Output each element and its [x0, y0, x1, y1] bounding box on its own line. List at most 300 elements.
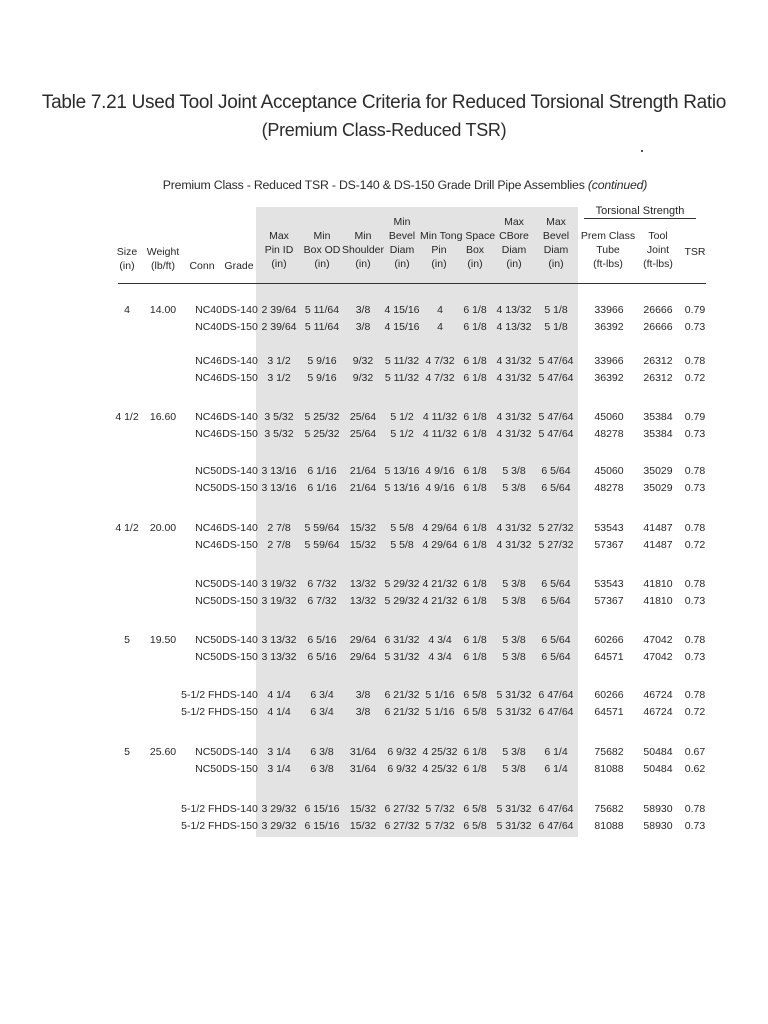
cell-grade: DS-150 — [222, 372, 258, 384]
cell-c8: 6 47/64 — [538, 820, 574, 832]
hdr-grade-label: Grade — [224, 260, 254, 272]
cell-conn: 5-1/2 FH — [181, 803, 222, 815]
cell-conn: NC50 — [195, 595, 222, 607]
cell-c5: 5 7/32 — [425, 803, 455, 815]
cell-grade: DS-150 — [222, 651, 258, 663]
cell-c3: 29/64 — [349, 634, 377, 646]
cell-c11: 0.73 — [684, 820, 706, 832]
cell-c6: 6 5/8 — [463, 820, 487, 832]
cell-c10: 58930 — [643, 820, 673, 832]
cell-grade: DS-150 — [222, 482, 258, 494]
cell-c2: 6 3/8 — [310, 763, 334, 775]
cell-c2: 6 5/16 — [307, 651, 337, 663]
hdr-box-od-1: Min — [313, 230, 331, 242]
cell-c8: 6 47/64 — [538, 706, 574, 718]
cell-c10: 41487 — [643, 539, 673, 551]
cell-c8: 6 5/64 — [541, 578, 571, 590]
col-header-tong-box — [460, 243, 490, 271]
hdr-box-od-3: (in) — [314, 258, 330, 270]
cell-c5: 5 7/32 — [425, 820, 455, 832]
cell-c11: 0.79 — [684, 304, 706, 316]
cell-c6: 6 1/8 — [463, 482, 487, 494]
cell-c10: 41487 — [643, 522, 673, 534]
cell-c11: 0.72 — [684, 706, 706, 718]
cell-grade: DS-140 — [222, 411, 258, 423]
cell-c8: 6 5/64 — [541, 482, 571, 494]
cell-c1: 3 1/4 — [267, 746, 291, 758]
cell-c2: 6 3/8 — [310, 746, 334, 758]
cell-c3: 15/32 — [349, 522, 377, 534]
cell-c1: 3 13/32 — [261, 651, 297, 663]
cell-size: 4 1/2 — [115, 411, 139, 423]
cell-c7: 4 31/32 — [496, 355, 532, 367]
cell-grade: DS-150 — [222, 763, 258, 775]
cell-c4: 4 15/16 — [384, 304, 420, 316]
cell-c8: 5 1/8 — [544, 304, 568, 316]
cell-conn: NC50 — [195, 763, 222, 775]
cell-c9: 60266 — [594, 689, 624, 701]
cell-conn: NC50 — [195, 465, 222, 477]
cell-c4: 5 13/16 — [384, 482, 420, 494]
cell-c5: 4 21/32 — [422, 595, 458, 607]
cell-conn: NC46 — [195, 428, 222, 440]
cell-c10: 47042 — [643, 634, 673, 646]
cell-c9: 81088 — [594, 820, 624, 832]
hdr-cbore-2: CBore — [499, 230, 529, 242]
cell-c5: 4 25/32 — [422, 763, 458, 775]
cell-grade: DS-150 — [222, 539, 258, 551]
cell-c10: 46724 — [643, 706, 673, 718]
hdr-tong-space: Min Tong Space — [420, 230, 496, 242]
cell-c10: 35029 — [643, 465, 673, 477]
cell-c4: 6 27/32 — [384, 820, 420, 832]
cell-c1: 3 1/2 — [267, 355, 291, 367]
cell-c8: 6 1/4 — [544, 763, 568, 775]
cell-c9: 81088 — [594, 763, 624, 775]
cell-c1: 3 13/16 — [261, 482, 297, 494]
hdr-tong-pin-1: Pin — [431, 244, 447, 256]
cell-c1: 3 1/4 — [267, 763, 291, 775]
cell-c6: 6 1/8 — [463, 651, 487, 663]
cell-c1: 3 13/32 — [261, 634, 297, 646]
hdr-tong-pin-2: (in) — [431, 258, 447, 270]
cell-c9: 57367 — [594, 539, 624, 551]
hdr-weight-unit: (lb/ft) — [151, 260, 175, 272]
cell-grade: DS-140 — [222, 465, 258, 477]
col-header-size — [112, 245, 142, 273]
cell-c8: 6 5/64 — [541, 465, 571, 477]
table-subtitle-class: (Premium Class-Reduced TSR) — [261, 120, 507, 140]
col-header-tool-joint — [638, 229, 678, 271]
cell-c8: 5 47/64 — [538, 428, 574, 440]
cell-c10: 41810 — [643, 578, 673, 590]
cell-grade: DS-140 — [222, 304, 258, 316]
cell-c1: 3 29/32 — [261, 820, 297, 832]
hdr-box-od-2: Box OD — [303, 244, 341, 256]
cell-conn: NC50 — [195, 578, 222, 590]
cell-c5: 4 7/32 — [425, 355, 455, 367]
cell-c7: 5 31/32 — [496, 689, 532, 701]
cell-c11: 0.73 — [684, 428, 706, 440]
cell-c2: 5 11/64 — [304, 304, 340, 316]
cell-c5: 4 9/16 — [425, 465, 455, 477]
col-header-max-pin-id — [258, 229, 300, 271]
cell-c8: 6 47/64 — [538, 689, 574, 701]
hdr-maxbevel-2: Bevel — [542, 230, 570, 242]
cell-c11: 0.72 — [684, 539, 706, 551]
cell-c11: 0.62 — [684, 763, 706, 775]
cell-c4: 5 29/32 — [384, 595, 420, 607]
cell-c2: 6 1/16 — [307, 482, 337, 494]
hdr-bevel-2: Bevel — [388, 230, 416, 242]
cell-c6: 6 1/8 — [463, 522, 487, 534]
cell-grade: DS-140 — [222, 522, 258, 534]
cell-c4: 6 31/32 — [384, 634, 420, 646]
cell-c5: 4 29/64 — [422, 539, 458, 551]
cell-c4: 5 1/2 — [390, 428, 414, 440]
col-header-prem-class-tube — [580, 229, 636, 271]
cell-c9: 64571 — [594, 651, 624, 663]
cell-grade: DS-140 — [222, 634, 258, 646]
cell-c1: 2 39/64 — [261, 321, 297, 333]
hdr-tool-2: Joint — [646, 244, 670, 256]
cell-c3: 25/64 — [349, 428, 377, 440]
cell-c9: 36392 — [594, 372, 624, 384]
hdr-bevel-3: Diam — [389, 244, 415, 256]
cell-c9: 53543 — [594, 522, 624, 534]
cell-c7: 5 31/32 — [496, 706, 532, 718]
hdr-cbore-4: (in) — [506, 258, 522, 270]
cell-c8: 6 1/4 — [544, 746, 568, 758]
cell-conn: NC46 — [195, 411, 222, 423]
cell-c9: 60266 — [594, 634, 624, 646]
cell-c5: 4 11/32 — [422, 411, 458, 423]
cell-c10: 35384 — [643, 428, 673, 440]
cell-c9: 48278 — [594, 428, 624, 440]
cell-c10: 35029 — [643, 482, 673, 494]
cell-grade: DS-150 — [222, 595, 258, 607]
hdr-shoulder-3: (in) — [355, 258, 371, 270]
cell-c3: 13/32 — [349, 578, 377, 590]
cell-c4: 5 13/16 — [384, 465, 420, 477]
cell-c3: 9/32 — [352, 372, 374, 384]
cell-c11: 0.78 — [684, 578, 706, 590]
cell-c9: 64571 — [594, 706, 624, 718]
cell-c8: 5 27/32 — [538, 522, 574, 534]
cell-c3: 21/64 — [349, 465, 377, 477]
cell-c9: 45060 — [594, 411, 624, 423]
cell-c8: 5 47/64 — [538, 411, 574, 423]
cell-weight: 20.00 — [149, 522, 177, 534]
cell-c5: 5 1/16 — [425, 706, 455, 718]
hdr-bevel-4: (in) — [394, 258, 410, 270]
cell-c1: 2 7/8 — [267, 522, 291, 534]
hdr-prem-2: Tube — [596, 244, 620, 256]
col-header-min-box-od — [300, 229, 344, 271]
cell-c3: 13/32 — [349, 595, 377, 607]
cell-c4: 5 29/32 — [384, 578, 420, 590]
hdr-conn-label: Conn — [189, 260, 215, 272]
cell-conn: NC50 — [195, 651, 222, 663]
cell-c4: 5 11/32 — [384, 355, 420, 367]
cell-conn: NC50 — [195, 634, 222, 646]
cell-c1: 4 1/4 — [267, 706, 291, 718]
cell-weight: 25.60 — [149, 746, 177, 758]
cell-c2: 6 15/16 — [304, 820, 340, 832]
cell-conn: NC46 — [195, 372, 222, 384]
col-header-max-bevel-diam — [536, 215, 576, 271]
cell-c7: 5 3/8 — [502, 763, 526, 775]
col-header-weight — [143, 245, 183, 273]
cell-c1: 4 1/4 — [267, 689, 291, 701]
cell-c11: 0.79 — [684, 411, 706, 423]
cell-c11: 0.73 — [684, 595, 706, 607]
cell-c7: 4 31/32 — [496, 372, 532, 384]
cell-size: 4 — [124, 304, 130, 316]
cell-c11: 0.73 — [684, 482, 706, 494]
cell-c8: 5 1/8 — [544, 321, 568, 333]
cell-c3: 21/64 — [349, 482, 377, 494]
cell-c7: 5 3/8 — [502, 746, 526, 758]
cell-c1: 3 5/32 — [264, 411, 294, 423]
cell-c10: 50484 — [643, 763, 673, 775]
cell-grade: DS-140 — [222, 689, 258, 701]
cell-c7: 5 3/8 — [502, 482, 526, 494]
cell-c8: 6 5/64 — [541, 651, 571, 663]
hdr-size-unit: (in) — [119, 260, 135, 272]
cell-c2: 5 25/32 — [304, 428, 340, 440]
cell-c7: 5 3/8 — [502, 578, 526, 590]
header-rule — [118, 283, 706, 284]
scan-speck — [641, 150, 643, 152]
cell-c9: 75682 — [594, 803, 624, 815]
cell-c11: 0.72 — [684, 372, 706, 384]
cell-grade: DS-150 — [222, 706, 258, 718]
cell-c9: 57367 — [594, 595, 624, 607]
cell-c10: 58930 — [643, 803, 673, 815]
cell-c3: 29/64 — [349, 651, 377, 663]
cell-c7: 5 31/32 — [496, 820, 532, 832]
cell-c3: 15/32 — [349, 820, 377, 832]
cell-c6: 6 5/8 — [463, 706, 487, 718]
cell-c4: 6 27/32 — [384, 803, 420, 815]
cell-conn: NC40 — [195, 304, 222, 316]
cell-c6: 6 1/8 — [463, 355, 487, 367]
cell-c8: 5 27/32 — [538, 539, 574, 551]
hdr-bevel-1: Min — [393, 216, 411, 228]
hdr-prem-3: (ft-lbs) — [593, 258, 623, 270]
cell-c3: 15/32 — [349, 803, 377, 815]
cell-c7: 5 3/8 — [502, 634, 526, 646]
cell-c10: 26666 — [643, 304, 673, 316]
cell-c7: 4 31/32 — [496, 539, 532, 551]
hdr-maxbevel-1: Max — [546, 216, 566, 228]
cell-c6: 6 1/8 — [463, 372, 487, 384]
cell-c9: 53543 — [594, 578, 624, 590]
cell-conn: 5-1/2 FH — [181, 706, 222, 718]
cell-c9: 33966 — [594, 304, 624, 316]
cell-c4: 5 1/2 — [390, 411, 414, 423]
cell-c6: 6 1/8 — [463, 539, 487, 551]
col-header-tong-space — [420, 229, 494, 243]
hdr-shoulder-1: Min — [354, 230, 372, 242]
cell-weight: 14.00 — [149, 304, 177, 316]
table-title: Table 7.21 Used Tool Joint Acceptance Criteria for Reduced Torsional Strength Ratio — [41, 92, 727, 113]
cell-c9: 48278 — [594, 482, 624, 494]
cell-size: 5 — [124, 634, 130, 646]
cell-c5: 4 — [437, 321, 443, 333]
cell-grade: DS-150 — [222, 428, 258, 440]
cell-c1: 3 29/32 — [261, 803, 297, 815]
cell-weight: 19.50 — [149, 634, 177, 646]
cell-size: 4 1/2 — [115, 522, 139, 534]
cell-grade: DS-140 — [222, 578, 258, 590]
hdr-size-label: Size — [116, 246, 138, 258]
cell-grade: DS-140 — [222, 746, 258, 758]
cell-c1: 2 7/8 — [267, 539, 291, 551]
cell-c5: 5 1/16 — [425, 689, 455, 701]
cell-c11: 0.78 — [684, 465, 706, 477]
hdr-tsr-label: TSR — [684, 246, 706, 258]
cell-c7: 4 31/32 — [496, 411, 532, 423]
col-header-max-cbore-diam — [494, 215, 534, 271]
cell-c4: 5 31/32 — [384, 651, 420, 663]
cell-c6: 6 1/8 — [463, 304, 487, 316]
cell-c8: 5 47/64 — [538, 372, 574, 384]
cell-c1: 3 5/32 — [264, 428, 294, 440]
hdr-max-pin-1: Max — [269, 230, 289, 242]
cell-conn: NC46 — [195, 522, 222, 534]
cell-c5: 4 9/16 — [425, 482, 455, 494]
col-header-tsr — [680, 245, 710, 259]
cell-c3: 15/32 — [349, 539, 377, 551]
torsional-strength-group-header: Torsional Strength — [584, 205, 696, 219]
col-header-tong-pin — [424, 243, 454, 271]
cell-c7: 5 31/32 — [496, 803, 532, 815]
cell-c2: 5 9/16 — [307, 372, 337, 384]
cell-c10: 50484 — [643, 746, 673, 758]
cell-c11: 0.78 — [684, 803, 706, 815]
cell-c6: 6 5/8 — [463, 689, 487, 701]
cell-c10: 26666 — [643, 321, 673, 333]
cell-c5: 4 3/4 — [428, 651, 452, 663]
hdr-max-pin-2: Pin ID — [264, 244, 294, 256]
cell-c4: 5 5/8 — [390, 539, 414, 551]
cell-c2: 6 3/4 — [310, 706, 334, 718]
caption-main: Premium Class - Reduced TSR - DS-140 & DS-150 Grade Drill Pipe Assemblies — [162, 178, 588, 192]
cell-c1: 3 19/32 — [261, 595, 297, 607]
cell-c2: 6 5/16 — [307, 634, 337, 646]
cell-c3: 3/8 — [355, 689, 371, 701]
cell-c5: 4 7/32 — [425, 372, 455, 384]
hdr-maxbevel-3: Diam — [543, 244, 569, 256]
cell-c10: 26312 — [643, 372, 673, 384]
cell-c2: 6 1/16 — [307, 465, 337, 477]
cell-c2: 6 3/4 — [310, 689, 334, 701]
cell-c9: 33966 — [594, 355, 624, 367]
hdr-tong-box-2: (in) — [467, 258, 483, 270]
cell-c6: 6 1/8 — [463, 763, 487, 775]
cell-c10: 41810 — [643, 595, 673, 607]
cell-c5: 4 25/32 — [422, 746, 458, 758]
cell-c3: 31/64 — [349, 763, 377, 775]
cell-c4: 6 21/32 — [384, 689, 420, 701]
hdr-max-pin-3: (in) — [271, 258, 287, 270]
cell-c10: 26312 — [643, 355, 673, 367]
cell-c11: 0.78 — [684, 355, 706, 367]
hdr-shoulder-2: Shoulder — [341, 244, 385, 256]
hdr-cbore-3: Diam — [501, 244, 527, 256]
cell-c3: 3/8 — [355, 706, 371, 718]
cell-grade: DS-150 — [222, 321, 258, 333]
cell-c4: 4 15/16 — [384, 321, 420, 333]
cell-c1: 3 1/2 — [267, 372, 291, 384]
cell-c6: 6 1/8 — [463, 578, 487, 590]
cell-c1: 3 13/16 — [261, 465, 297, 477]
cell-c1: 2 39/64 — [261, 304, 297, 316]
cell-c11: 0.78 — [684, 522, 706, 534]
cell-c4: 5 5/8 — [390, 522, 414, 534]
cell-c11: 0.78 — [684, 634, 706, 646]
hdr-cbore-1: Max — [504, 216, 524, 228]
cell-conn: NC50 — [195, 482, 222, 494]
cell-c8: 6 5/64 — [541, 595, 571, 607]
cell-c8: 6 47/64 — [538, 803, 574, 815]
cell-conn: 5-1/2 FH — [181, 820, 222, 832]
cell-conn: NC50 — [195, 746, 222, 758]
cell-c5: 4 3/4 — [428, 634, 452, 646]
cell-conn: 5-1/2 FH — [181, 689, 222, 701]
cell-c3: 9/32 — [352, 355, 374, 367]
cell-grade: DS-140 — [222, 803, 258, 815]
hdr-tool-1: Tool — [648, 230, 668, 242]
cell-conn: NC46 — [195, 355, 222, 367]
cell-c7: 4 13/32 — [496, 304, 532, 316]
cell-weight: 16.60 — [149, 411, 177, 423]
cell-c7: 5 3/8 — [502, 595, 526, 607]
cell-c3: 31/64 — [349, 746, 377, 758]
hdr-tong-box-1: Box — [465, 244, 485, 256]
cell-c11: 0.67 — [684, 746, 706, 758]
cell-size: 5 — [124, 746, 130, 758]
col-header-min-shoulder — [340, 229, 386, 271]
cell-c11: 0.73 — [684, 321, 706, 333]
cell-c9: 45060 — [594, 465, 624, 477]
cell-c5: 4 29/64 — [422, 522, 458, 534]
cell-c9: 36392 — [594, 321, 624, 333]
cell-c6: 6 1/8 — [463, 465, 487, 477]
cell-conn: NC46 — [195, 539, 222, 551]
hdr-weight-label: Weight — [146, 246, 180, 258]
cell-c2: 6 15/16 — [304, 803, 340, 815]
hdr-maxbevel-4: (in) — [548, 258, 564, 270]
cell-c9: 75682 — [594, 746, 624, 758]
cell-c2: 6 7/32 — [307, 578, 337, 590]
col-header-conn — [185, 259, 219, 273]
cell-c2: 5 9/16 — [307, 355, 337, 367]
cell-c3: 3/8 — [355, 304, 371, 316]
cell-c10: 35384 — [643, 411, 673, 423]
cell-c10: 47042 — [643, 651, 673, 663]
cell-c2: 6 7/32 — [307, 595, 337, 607]
cell-c8: 6 5/64 — [541, 634, 571, 646]
cell-conn: NC40 — [195, 321, 222, 333]
col-header-grade — [222, 259, 256, 273]
cell-grade: DS-150 — [222, 820, 258, 832]
table-caption — [0, 178, 768, 192]
cell-c7: 4 13/32 — [496, 321, 532, 333]
cell-c8: 5 47/64 — [538, 355, 574, 367]
